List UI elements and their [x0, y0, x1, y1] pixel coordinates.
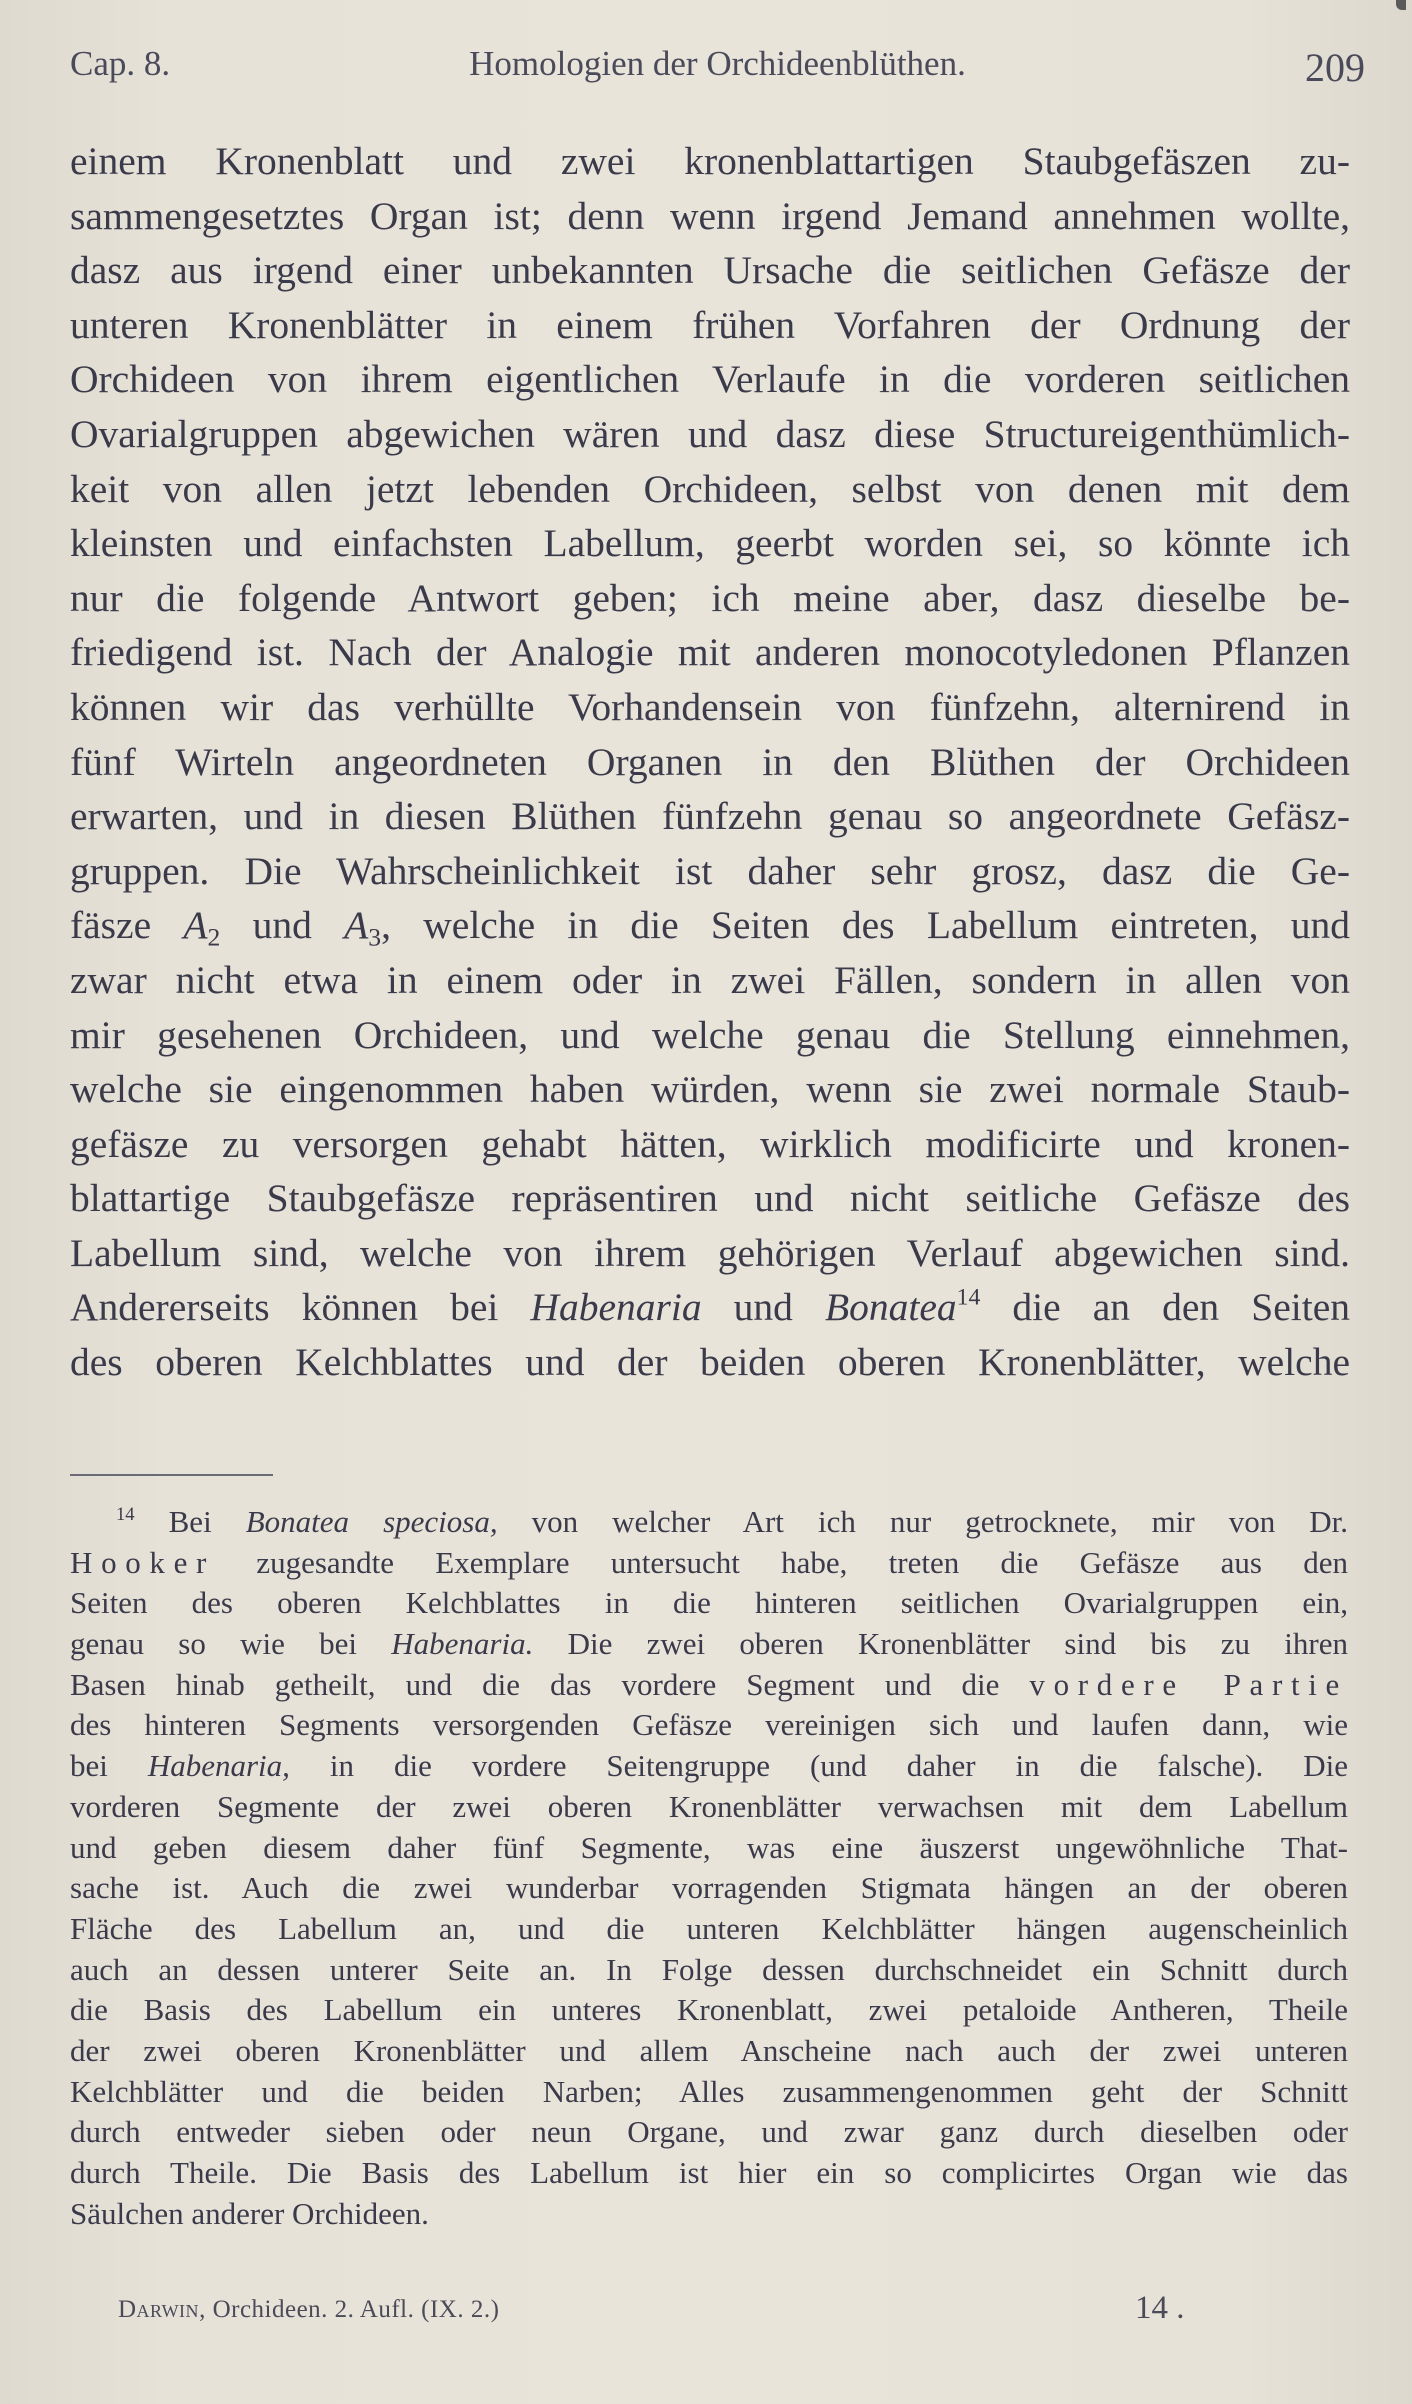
text-fragment: , welche in die Seiten des Labellum eintreten, und [381, 903, 1351, 948]
vessel-subscript: 2 [207, 923, 221, 952]
emphasized-text: vordere Partie [1029, 1666, 1348, 1702]
vessel-subscript: 3 [368, 923, 382, 952]
text-line: können wir das verhüllte Vorhandensein von fünfzehn, alternirend in [70, 684, 1350, 729]
footnote-line: durch Theile. Die Basis des Labellum ist hier ein so complicirtes Organ wie das [70, 2155, 1348, 2190]
footnote-line [70, 1502, 1348, 1543]
text-fragment: genau so wie bei [70, 1626, 392, 1662]
text-line: unteren Kronenblätter in einem frühen Vorfahren der Ordnung der [70, 302, 1350, 347]
footnote [70, 1502, 1348, 2234]
text-line: welche sie eingenommen haben würden, wenn sie zwei normale Staub- [70, 1067, 1350, 1112]
signature-author: Darwin [118, 2296, 200, 2323]
footnote-line [70, 1665, 1348, 1706]
text-line: fünf Wirteln angeordneten Organen in den Blüthen der Orchideen [70, 739, 1350, 784]
genus-name: Habenaria [530, 1285, 702, 1330]
text-line: kleinsten und einfachsten Labellum, geerbt worden sei, so könnte ich [70, 521, 1350, 566]
text-fragment: Bei [134, 1504, 246, 1539]
text-line: zwar nicht etwa in einem oder in zwei Fällen, sondern in allen von [70, 957, 1350, 1002]
running-header [70, 44, 1365, 94]
text-line: friedigend ist. Nach der Analogie mit anderen monocotyledonen Pflanzen [70, 630, 1350, 675]
text-line: gruppen. Die Wahrscheinlichkeit ist daher sehr grosz, dasz die Ge- [70, 848, 1350, 893]
footnote-line: durch entweder sieben oder neun Organe, und zwar ganz durch dieselben oder [70, 2114, 1348, 2150]
footnote-line [70, 1624, 1348, 1665]
footnote-line: und geben diesem daher fünf Segmente, was eine äuszerst ungewöhnliche That- [70, 1829, 1348, 1865]
text-line: Orchideen von ihrem eigentlichen Verlaufe in die vorderen seitlichen [70, 357, 1350, 402]
text-line: erwarten, und in diesen Blüthen fünfzehn genau so angeordnete Gefäsz- [70, 794, 1350, 839]
footnote-line: auch an dessen unterer Seite an. In Folge dessen durchschneidet ein Schnitt durch [70, 1951, 1348, 1987]
text-fragment: und [701, 1285, 826, 1330]
footnote-line: vorderen Segmente der zwei oberen Kronenblätter verwachsen mit dem Labellum [70, 1788, 1348, 1824]
text-fragment: in die vordere Seitengruppe (und daher in die falsche). Die [289, 1748, 1349, 1784]
text-fragment: Die zwei oberen Kronenblätter sind bis zu ihren [533, 1626, 1349, 1662]
text-line: dasz aus irgend einer unbekannten Ursache die seitlichen Gefäsze der [70, 248, 1350, 293]
text-fragment: bei [70, 1748, 148, 1784]
footnote-line: Kelchblätter und die beiden Narben; Alles zusammengenommen geht der Schnitt [70, 2073, 1348, 2109]
footnote-reference[interactable]: 14 [956, 1285, 981, 1312]
signature-title: , Orchideen. 2. Aufl. (IX. 2.) [199, 2296, 500, 2323]
genus-name: Habenaria, [147, 1748, 290, 1784]
footnote-line: des hinteren Segments versorgenden Gefäsze vereinigen sich und laufen dann, wie [70, 1707, 1348, 1743]
text-line-vessels [70, 898, 1350, 953]
text-line: sammengesetztes Organ ist; denn wenn irgend Jemand annehmen wollte, [70, 193, 1350, 238]
text-fragment: Andererseits können bei [70, 1285, 531, 1330]
text-fragment: und [220, 903, 345, 948]
genus-name: Habenaria. [391, 1626, 534, 1662]
printer-signature [118, 2296, 499, 2324]
footnote-line: der zwei oberen Kronenblätter und allem Anscheine nach auch der zwei unteren [70, 2032, 1348, 2068]
footnote-line: Seiten des oberen Kelchblattes in die hinteren seitlichen Ovarialgruppen ein, [70, 1585, 1348, 1621]
page-number: 209 [1305, 45, 1365, 90]
footnote-indent [70, 1504, 116, 1539]
footnote-line: Fläche des Labellum an, und die unteren Kelchblätter hängen augenscheinlich [70, 1910, 1348, 1946]
species-name: Bonatea speciosa, [245, 1504, 498, 1539]
text-fragment: Basen hinab getheilt, und die das vordere Segment und die [70, 1666, 1030, 1702]
footnote-line: die Basis des Labellum ein unteres Kronenblatt, zwei petaloide Antheren, Theile [70, 1992, 1348, 2028]
footnote-divider [70, 1474, 273, 1476]
footnote-line: Säulchen anderer Orchideen. [70, 2195, 429, 2231]
footnote-line [70, 1543, 1348, 1584]
person-name: Hooker [70, 1544, 216, 1580]
text-fragment: von welcher Art ich nur getrocknete, mir von Dr. [497, 1504, 1348, 1539]
text-fragment: zugesandte Exemplare untersucht habe, treten die Gefäsze aus den [215, 1544, 1348, 1580]
text-line: Ovarialgruppen abgewichen wären und dasz diese Structureigenthümlich- [70, 411, 1350, 456]
footnote-line: sache ist. Auch die zwei wunderbar vorragenden Stigmata hängen an der oberen [70, 1870, 1348, 1906]
sheet-number: 14 . [1135, 2290, 1185, 2326]
genus-name: Bonatea [825, 1285, 957, 1330]
text-line: nur die folgende Antwort geben; ich meine aber, dasz dieselbe be- [70, 575, 1350, 620]
footnote-marker: 14 [116, 1503, 135, 1525]
text-line: einem Kronenblatt und zwei kronenblattartigen Staubgefäszen zu- [70, 139, 1350, 183]
text-fragment: die an den Seiten [980, 1285, 1350, 1330]
text-line-genera [70, 1280, 1350, 1335]
footnote-line [70, 1746, 1348, 1787]
text-fragment: fäsze [70, 903, 184, 948]
text-line: des oberen Kelchblattes und der beiden oberen Kronenblätter, welche [70, 1340, 1350, 1385]
text-line: Labellum sind, welche von ihrem gehörigen Verlauf abgewichen sind. [70, 1230, 1350, 1275]
running-title: Homologien der Orchideenblüthen. [469, 44, 966, 83]
chapter-label: Cap. 8. [70, 44, 171, 83]
text-line: mir gesehenen Orchideen, und welche genau die Stellung einnehmen, [70, 1012, 1350, 1057]
text-line: blattartige Staubgefäsze repräsentiren und nicht seitliche Gefäsze des [70, 1176, 1350, 1221]
page-corner-mark [1396, 0, 1406, 10]
main-text [70, 134, 1350, 1390]
text-line: keit von allen jetzt lebenden Orchideen, selbst von denen mit dem [70, 466, 1350, 511]
vessel-label: A [344, 903, 369, 948]
text-line: gefäsze zu versorgen gehabt hätten, wirklich modificirte und kronen- [70, 1121, 1350, 1166]
vessel-label: A [183, 903, 208, 948]
